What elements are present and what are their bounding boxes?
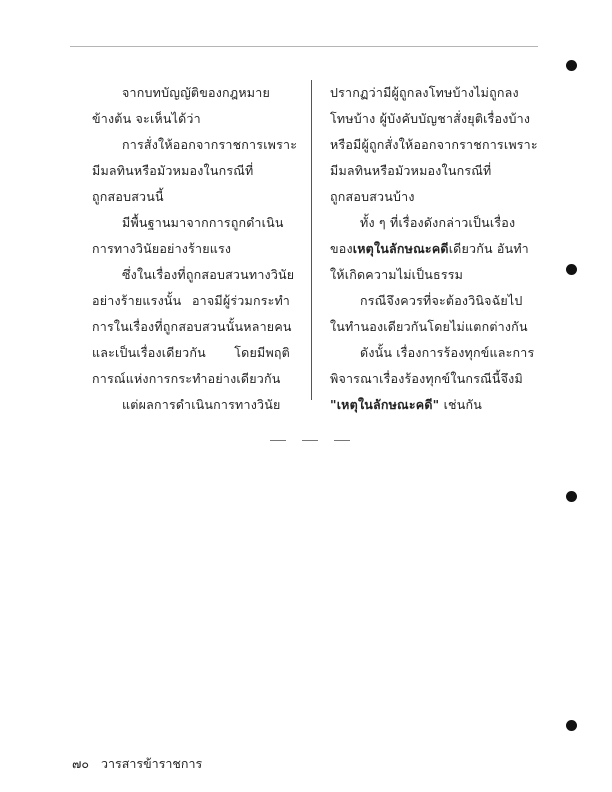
page-number: ๗๐ <box>72 756 90 771</box>
paragraph-line <box>330 392 528 418</box>
paragraph-line: ทั้ง ๆ ที่เรื่องดังกล่าวเป็นเรื่อง <box>360 215 516 230</box>
paragraph-line: ถูกสอบสวนนี้ <box>92 189 164 204</box>
punch-hole-icon <box>566 60 577 71</box>
paragraph-line: การณ์แห่งการกระทำอย่างเดียวกัน <box>92 371 281 386</box>
top-rule <box>70 46 538 47</box>
left-column <box>92 80 298 418</box>
punch-hole-icon <box>566 720 577 731</box>
end-dash <box>302 440 318 441</box>
paragraph-line: มีพื้นฐานมาจากการถูกดำเนิน <box>122 215 284 230</box>
punch-hole-icon <box>566 491 577 502</box>
page-footer <box>72 754 202 774</box>
paragraph-line: ในทำนองเดียวกันโดยไม่แตกต่างกัน <box>330 319 528 334</box>
end-dash <box>334 440 350 441</box>
right-column <box>330 80 538 418</box>
paragraph-line: และเป็นเรื่องเดียวกัน โดยมีพฤติ <box>92 345 290 360</box>
paragraph-line: ถูกสอบสวนบ้าง <box>330 189 415 204</box>
text-segment: เช่นกัน <box>443 397 482 412</box>
paragraph-line: ปรากฏว่ามีผู้ถูกลงโทษบ้างไม่ถูกลง <box>330 85 519 100</box>
bold-phrase: เหตุในลักษณะคดี <box>352 241 449 256</box>
paragraph-line: พิจารณาเรื่องร้องทุกข์ในกรณีนี้จึงมิ <box>330 371 523 386</box>
end-dash <box>270 440 286 441</box>
paragraph-line: ข้างต้น จะเห็นได้ว่า <box>92 111 201 126</box>
paragraph-line: มีมลทินหรือมัวหมองในกรณีที่ <box>330 163 492 178</box>
paragraph-line: อย่างร้ายแรงนั้น อาจมีผู้ร่วมกระทำ <box>92 293 290 308</box>
text-segment: ของ <box>330 241 353 256</box>
paragraph-line: มีมลทินหรือมัวหมองในกรณีที่ <box>92 163 254 178</box>
paragraph-line: การในเรื่องที่ถูกสอบสวนนั้นหลายคน <box>92 319 292 334</box>
paragraph-line: จากบทบัญญัติของกฎหมาย <box>122 85 270 100</box>
paragraph-line: การทางวินัยอย่างร้ายแรง <box>92 241 232 256</box>
paragraph-line: ให้เกิดความไม่เป็นธรรม <box>330 267 464 282</box>
paragraph-line: การสั่งให้ออกจากราชการเพราะ <box>122 137 298 152</box>
text-segment: เดียวกัน อันทำ <box>448 241 529 256</box>
paragraph-line <box>330 236 528 262</box>
section-end-marks <box>270 437 350 443</box>
bold-phrase: "เหตุในลักษณะคดี" <box>330 397 440 412</box>
column-divider <box>311 80 312 400</box>
paragraph-line: ดังนั้น เรื่องการร้องทุกข์และการ <box>360 345 535 360</box>
paragraph-line: แต่ผลการดำเนินการทางวินัย <box>122 397 281 412</box>
paragraph-line: กรณีจึงควรที่จะต้องวินิจฉัยไป <box>360 293 523 308</box>
paragraph-line: ซึ่งในเรื่องที่ถูกสอบสวนทางวินัย <box>122 267 295 282</box>
paragraph-line: หรือมีผู้ถูกสั่งให้ออกจากราชการเพราะ <box>330 137 538 152</box>
punch-hole-icon <box>566 264 577 275</box>
publication-name: วารสารข้าราชการ <box>101 756 203 771</box>
paragraph-line: โทษบ้าง ผู้บังคับบัญชาสั่งยุติเรื่องบ้าง <box>330 111 531 126</box>
